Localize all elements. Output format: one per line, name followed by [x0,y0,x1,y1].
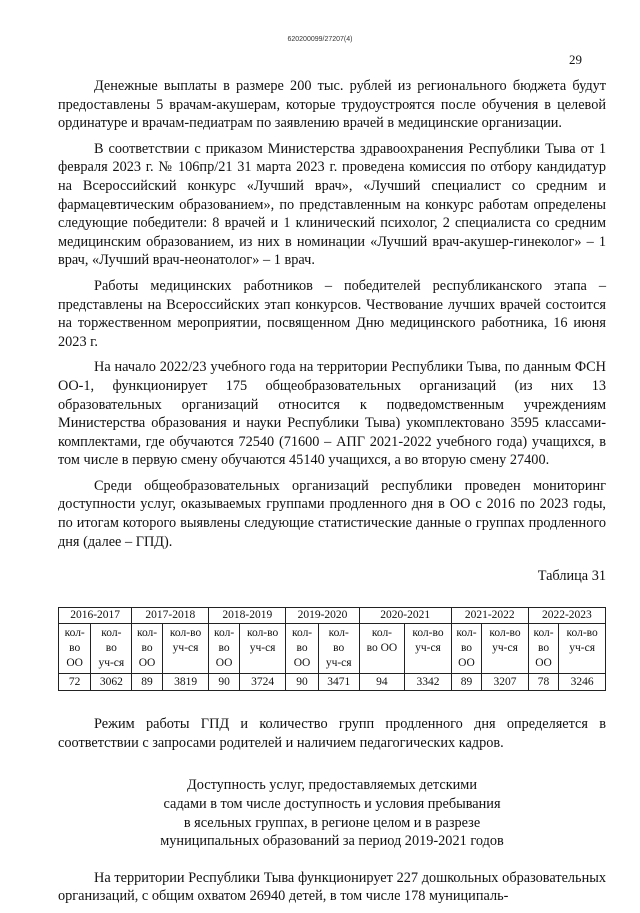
heading-line: садами в том числе доступность и условия пребывания [163,796,501,813]
table-subheader-row [59,624,606,674]
table-values-row [59,674,606,691]
subheader-cell: кол- во уч-ся [91,624,132,674]
subheader-cell: кол- во уч-ся [318,624,359,674]
subheader-cell: кол-во уч-ся [405,624,452,674]
document-code: 620200099/27207(4) [287,36,353,43]
paragraph-payments: Денежные выплаты в размере 200 тыс. рублей из регионального бюджета будут предоставлены 5 врачам-акушерам, которые трудоустроятся после обучения в целевой ординатуре и врачам-педиатрам по заявлению врачей в медицинские организации. [58,78,606,132]
value-cell: 3471 [318,674,359,691]
heading-line: Доступность услуг, предоставляемых детскими [186,777,477,794]
year-header: 2017-2018 [132,608,209,624]
year-header: 2022-2023 [528,608,605,624]
year-header: 2019-2020 [286,608,359,624]
value-cell: 3342 [405,674,452,691]
value-cell: 90 [286,674,318,691]
paragraph-preschools: На территории Республики Тыва функционирует 227 дошкольных образовательных организаций, с общим охватом 26940 детей, в том числе 178 муниципаль- [58,869,606,905]
subheader-cell: кол-во уч-ся [559,624,606,674]
paragraph-winners: Работы медицинских работников – победителей республиканского этапа – представлены на Всероссийских этап конкурсов. Чествование лучших врачей состоится на торжественном мероприятии, посвященном Дню медицинского работника, 16 июня 2023 г. [58,277,606,350]
value-cell: 89 [451,674,482,691]
year-header: 2016-2017 [59,608,132,624]
value-cell: 78 [528,674,559,691]
year-header: 2021-2022 [451,608,528,624]
subheader-cell: кол- во ОО [59,624,91,674]
value-cell: 72 [59,674,91,691]
value-cell: 3062 [91,674,132,691]
heading-line: в ясельных группах, в регионе целом и в разрезе [183,814,481,831]
subheader-cell: кол- во ОО [286,624,318,674]
page-number: 29 [569,52,582,67]
subheader-cell: кол-во уч-ся [239,624,286,674]
subheader-cell: кол-во уч-ся [482,624,529,674]
value-cell: 3207 [482,674,529,691]
paragraph-schools: На начало 2022/23 учебного года на территории Республики Тыва, по данным ФСН ОО-1, функционирует 175 общеобразовательных организаций (из них 13 образовательных организаций относится к подведомственным учреждениям Министерства образования и науки Республики Тыва) укомплектовано 3595 классами-комплектами, где обучаются 72540 (71600 – АПГ 2021-2022 учебного года) учащихся, в том числе в первую смену обучаются 45140 учащихся, а во вторую смену 27400. [58,359,606,469]
value-cell: 90 [209,674,240,691]
value-cell: 3724 [239,674,286,691]
year-header: 2020-2021 [359,608,451,624]
paragraph-monitoring: Среди общеобразовательных организаций республики проведен мониторинг доступности услуг, оказываемых группами продленного дня в ОО с 2016 по 2023 годы, по итогам которого выявлены следующие статистические данные о группах продленного дня (далее – ГПД). [58,477,606,550]
subheader-cell: кол- во ОО [528,624,559,674]
value-cell: 3819 [162,674,209,691]
paragraph-competition: В соответствии с приказом Министерства здравоохранения Республики Тыва от 1 февраля 2023 г. № 106пр/21 31 марта 2023 г. проведена комиссия по отбору кандидатур на Всероссийский конкурс «Лучший врач», «Лучший специалист со средним и фармацевтическим образованием», по представленным на конкурс работам определены следующие победители: 8 врачей и 1 клинический психолог, 2 специалиста со средним медицинским образованием, из них в номинации «Лучший врач-акушер-гинеколог» – 1 врач, «Лучший врач-неонатолог» – 1 врач. [58,140,606,269]
gpd-statistics-table [58,607,606,691]
subheader-cell: кол- во ОО [359,624,405,674]
page-content [58,77,606,913]
value-cell: 3246 [559,674,606,691]
table-caption: Таблица 31 [537,568,606,585]
year-header: 2018-2019 [209,608,286,624]
subheader-cell: кол- во ОО [209,624,240,674]
heading-line: муниципальных образований за период 2019-2021 годов [160,833,504,850]
subheader-cell: кол- во ОО [451,624,482,674]
value-cell: 94 [359,674,405,691]
subheader-cell: кол-во уч-ся [162,624,209,674]
subheader-cell: кол- во ОО [132,624,163,674]
paragraph-gpd-mode: Режим работы ГПД и количество групп продленного дня определяется в соответствии с запросами родителей и наличием педагогических кадров. [58,716,606,751]
section-heading [58,776,606,850]
table-year-row [59,608,606,624]
value-cell: 89 [132,674,163,691]
